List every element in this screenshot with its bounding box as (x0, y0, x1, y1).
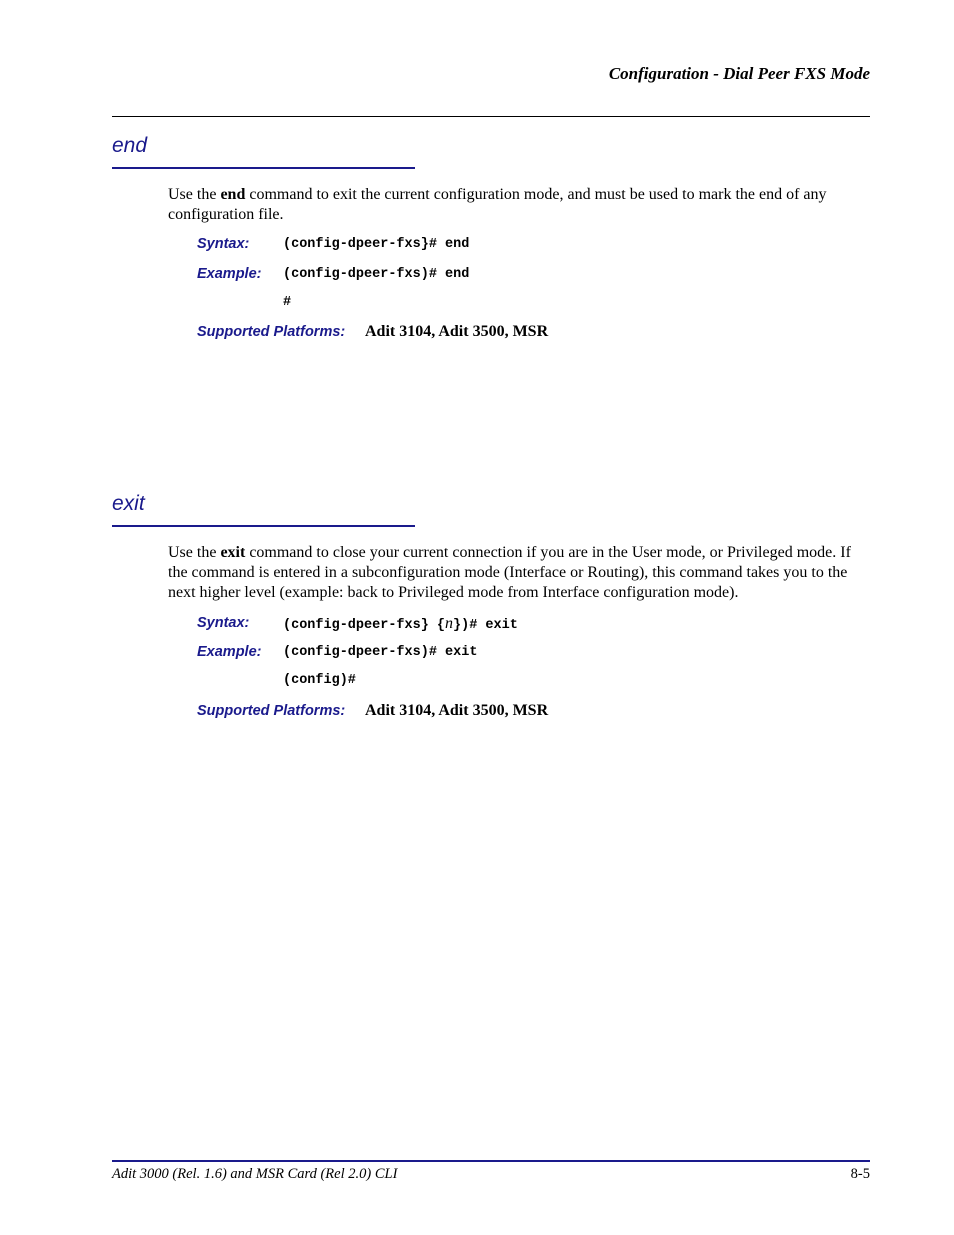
syntax-label: Syntax: (197, 615, 250, 631)
example-line: (config)# (283, 673, 356, 688)
syntax-value: (config-dpeer-fxs}# end (283, 237, 470, 252)
section-rule-exit (112, 525, 415, 527)
description-exit (168, 543, 870, 603)
syntax-text: })# exit (453, 618, 518, 633)
header-rule (112, 116, 870, 117)
command-name: end (220, 186, 246, 203)
example-label: Example: (197, 266, 262, 282)
example-line: # (283, 295, 292, 310)
platforms-label: Supported Platforms: (197, 324, 346, 340)
example-line: (config-dpeer-fxs)# end (283, 267, 470, 282)
description-text: command to close your current connection if you are in the User mode, or Privileged mode. If the command is entered in a subconfiguration mode (Interface or Routing), this command takes you to the next higher level (example: back to Privileged mode from Interface configuration mode). (168, 544, 851, 601)
page-header-title: Configuration - Dial Peer FXS Mode (608, 64, 870, 83)
syntax-variable: n (445, 615, 454, 632)
description-text: Use the (168, 186, 221, 203)
description-text: Use the (168, 544, 221, 561)
section-heading-end: end (112, 134, 148, 157)
syntax-value (283, 615, 518, 633)
platforms-value: Adit 3104, Adit 3500, MSR (365, 702, 549, 719)
section-heading-exit: exit (112, 492, 145, 515)
footer-page-number: 8-5 (850, 1166, 870, 1182)
syntax-label: Syntax: (197, 236, 250, 252)
description-text: command to exit the current configuration mode, and must be used to mark the end of any configuration file. (168, 186, 827, 223)
footer-rule (112, 1160, 870, 1162)
section-rule-end (112, 167, 415, 169)
example-label: Example: (197, 644, 262, 660)
description-end (168, 185, 870, 225)
platforms-label: Supported Platforms: (197, 703, 346, 719)
platforms-value: Adit 3104, Adit 3500, MSR (365, 323, 549, 340)
command-name: exit (220, 544, 246, 561)
footer-document-title: Adit 3000 (Rel. 1.6) and MSR Card (Rel 2.0) CLI (112, 1166, 398, 1182)
syntax-text: (config-dpeer-fxs} { (283, 618, 446, 633)
example-line: (config-dpeer-fxs)# exit (283, 645, 478, 660)
